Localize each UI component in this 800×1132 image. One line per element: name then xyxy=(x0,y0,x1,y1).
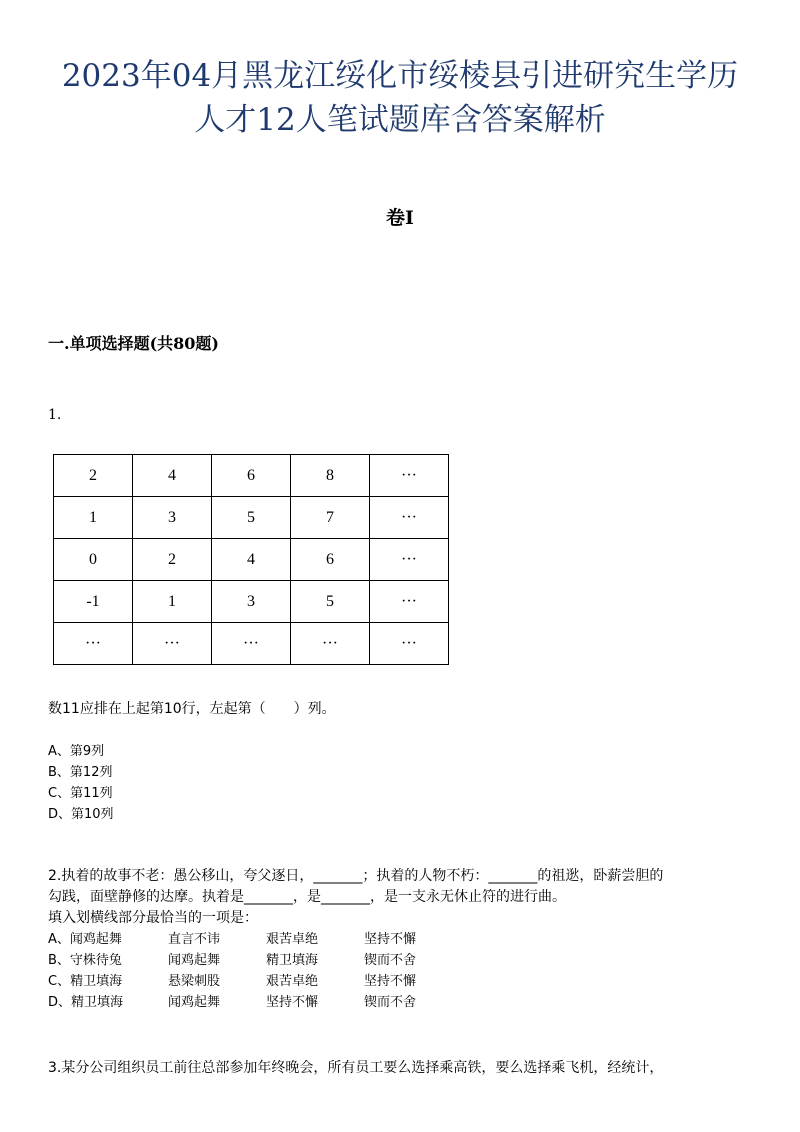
grid-cell: 0 xyxy=(54,539,133,581)
question-2-option-c xyxy=(48,971,464,992)
option-a-choice-2: 直言不讳 xyxy=(168,932,221,947)
option-a-choice-3: 艰苦卓绝 xyxy=(266,932,319,947)
question-1-option-d: D、第10列 xyxy=(48,807,114,822)
grid-row xyxy=(54,581,449,623)
option-b-choice-2: 闻鸡起舞 xyxy=(168,953,221,968)
option-c-choice-3: 艰苦卓绝 xyxy=(266,974,319,989)
option-d-choice-4: 锲而不舍 xyxy=(364,995,417,1010)
document-title-line-1: 2023年04月黑龙江绥化市绥棱县引进研究生学历 xyxy=(61,58,739,94)
option-a-choice-1: A、闻鸡起舞 xyxy=(48,932,122,947)
section-heading: 一.单项选择题(共80题) xyxy=(48,334,219,353)
grid-cell: 5 xyxy=(212,497,291,539)
option-d-choice-1: D、精卫填海 xyxy=(48,995,124,1010)
option-b-choice-4: 锲而不舍 xyxy=(364,953,417,968)
grid-cell: 1 xyxy=(54,497,133,539)
grid-cell: ··· xyxy=(212,623,291,665)
grid-cell: 6 xyxy=(212,455,291,497)
question-2-option-b xyxy=(48,950,464,971)
grid-cell: 1 xyxy=(133,581,212,623)
grid-cell: 4 xyxy=(212,539,291,581)
grid-cell: ··· xyxy=(370,455,449,497)
question-1-stem: 数11应排在上起第10行，左起第（ ）列。 xyxy=(48,701,336,717)
option-b-choice-1: B、守株待兔 xyxy=(48,953,122,968)
document-title-line-2: 人才12人笔试题库含答案解析 xyxy=(194,102,606,138)
grid-cell: 6 xyxy=(291,539,370,581)
question-2-stem-line-1: 2.执着的故事不老：愚公移山，夸父逐日，_______；执着的人物不朽：_______的祖逖，卧薪尝胆的 xyxy=(48,868,664,884)
question-2-prompt: 填入划横线部分最恰当的一项是： xyxy=(48,910,258,926)
grid-cell: ··· xyxy=(291,623,370,665)
option-d-choice-3: 坚持不懈 xyxy=(266,995,319,1010)
question-1-option-a: A、第9列 xyxy=(48,744,105,759)
grid-row xyxy=(54,623,449,665)
volume-heading: 卷I xyxy=(386,207,414,229)
question-2-option-d xyxy=(48,992,464,1013)
number-grid-table xyxy=(53,454,449,665)
grid-cell: -1 xyxy=(54,581,133,623)
grid-cell: 2 xyxy=(54,455,133,497)
grid-cell: ··· xyxy=(370,539,449,581)
option-c-choice-1: C、精卫填海 xyxy=(48,974,123,989)
grid-cell: 3 xyxy=(133,497,212,539)
grid-row xyxy=(54,539,449,581)
question-3-stem-line-1: 3.某分公司组织员工前往总部参加年终晚会，所有员工要么选择乘高铁，要么选择乘飞机，经统计， xyxy=(48,1060,664,1076)
question-1-option-c: C、第11列 xyxy=(48,786,113,801)
grid-row xyxy=(54,497,449,539)
question-2-option-a xyxy=(48,929,464,950)
question-1-number: 1. xyxy=(48,407,62,423)
option-d-choice-2: 闻鸡起舞 xyxy=(168,995,221,1010)
grid-cell: 3 xyxy=(212,581,291,623)
option-c-choice-4: 坚持不懈 xyxy=(364,974,417,989)
grid-cell: 7 xyxy=(291,497,370,539)
option-b-choice-3: 精卫填海 xyxy=(266,953,319,968)
grid-cell: ··· xyxy=(370,497,449,539)
grid-cell: ··· xyxy=(54,623,133,665)
grid-cell: 4 xyxy=(133,455,212,497)
grid-row xyxy=(54,455,449,497)
grid-cell: ··· xyxy=(370,581,449,623)
option-c-choice-2: 悬梁刺股 xyxy=(168,974,221,989)
question-2-stem-line-2: 勾践，面壁静修的达摩。执着是_______，是_______，是一支永无休止符的进行曲。 xyxy=(48,889,566,905)
grid-cell: 2 xyxy=(133,539,212,581)
grid-cell: 5 xyxy=(291,581,370,623)
option-a-choice-4: 坚持不懈 xyxy=(364,932,417,947)
question-1-option-b: B、第12列 xyxy=(48,765,113,780)
grid-cell: 8 xyxy=(291,455,370,497)
grid-cell: ··· xyxy=(133,623,212,665)
grid-cell: ··· xyxy=(370,623,449,665)
